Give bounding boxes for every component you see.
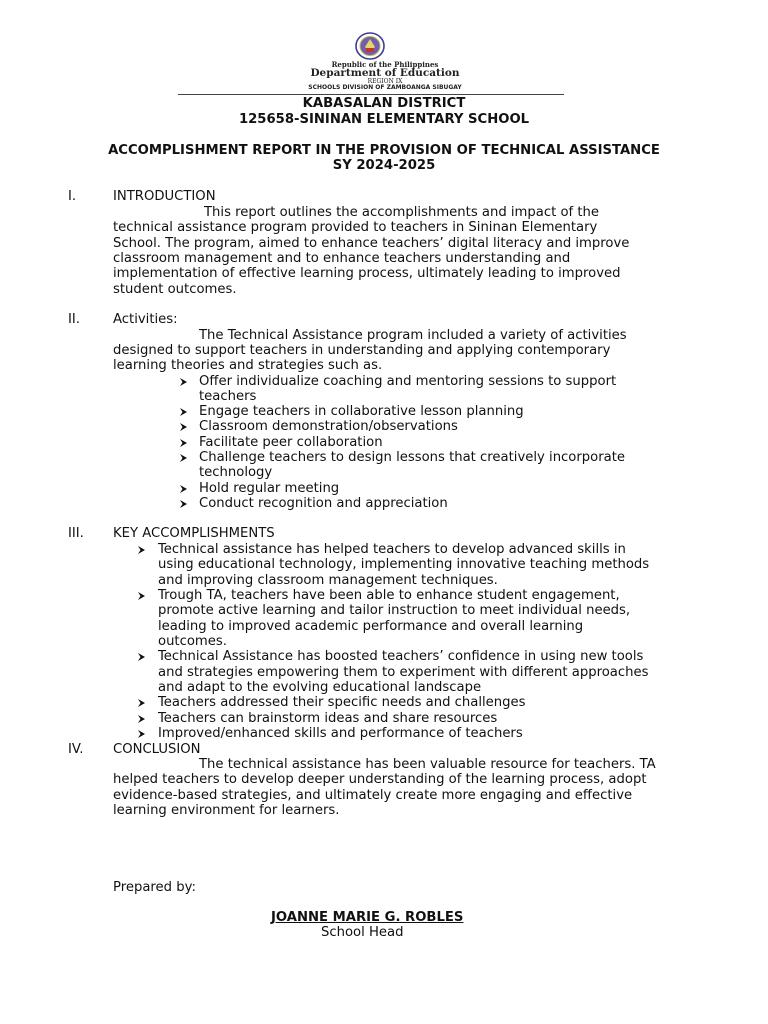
- header-divider: [178, 94, 564, 95]
- list-item: and improving classroom management techniques.: [158, 573, 498, 588]
- arrow-bullet-icon: [137, 714, 147, 724]
- list-item: Teachers can brainstorm ideas and share resources: [158, 711, 498, 726]
- section-number: III.: [68, 526, 84, 541]
- section-heading-conclusion: CONCLUSION: [113, 742, 201, 757]
- list-item: promote active learning and tailor instruction to meet individual needs,: [158, 603, 631, 618]
- paragraph-line: technical assistance program provided to teachers in Sininan Elementary: [113, 220, 598, 235]
- republic-heading: Republic of the Philippines: [331, 60, 439, 69]
- division-heading: SCHOOLS DIVISION OF ZAMBOANGA SIBUGAY: [308, 84, 462, 91]
- list-item: Challenge teachers to design lessons that creatively incorporate: [199, 450, 626, 465]
- list-item: using educational technology, implementing innovative teaching methods: [158, 557, 650, 572]
- arrow-bullet-icon: [179, 422, 189, 432]
- list-item: Offer individualize coaching and mentoring sessions to support: [199, 374, 617, 389]
- school-heading: 125658-SININAN ELEMENTARY SCHOOL: [238, 112, 530, 127]
- list-item: Conduct recognition and appreciation: [199, 496, 448, 511]
- list-item: leading to improved academic performance and overall learning: [158, 619, 584, 634]
- department-heading: Department of Education: [310, 67, 460, 79]
- paragraph-line: classroom management and to enhance teachers understanding and: [113, 251, 571, 266]
- region-heading: REGION IX: [367, 78, 403, 85]
- list-item: Technical Assistance has boosted teachers’ confidence in using new tools: [158, 649, 644, 664]
- arrow-bullet-icon: [137, 698, 147, 708]
- section-heading-key-accomplishments: KEY ACCOMPLISHMENTS: [113, 526, 275, 541]
- district-heading: KABASALAN DISTRICT: [302, 96, 466, 111]
- list-item: Technical assistance has helped teachers to develop advanced skills in: [158, 542, 626, 557]
- arrow-bullet-icon: [137, 591, 147, 601]
- paragraph-line: designed to support teachers in understanding and applying contemporary: [113, 343, 611, 358]
- arrow-bullet-icon: [179, 438, 189, 448]
- list-item: teachers: [199, 389, 257, 404]
- list-item: Facilitate peer collaboration: [199, 435, 383, 450]
- paragraph-line: This report outlines the accomplishments and impact of the: [204, 205, 600, 220]
- report-title: ACCOMPLISHMENT REPORT IN THE PROVISION OF TECHNICAL ASSISTANCE: [108, 143, 660, 158]
- school-year: SY 2024-2025: [332, 158, 436, 173]
- list-item: outcomes.: [158, 634, 227, 649]
- arrow-bullet-icon: [179, 377, 189, 387]
- paragraph-line: School. The program, aimed to enhance teachers’ digital literacy and improve: [113, 236, 630, 251]
- arrow-bullet-icon: [179, 484, 189, 494]
- paragraph-line: The technical assistance has been valuable resource for teachers. TA: [199, 757, 656, 772]
- arrow-bullet-icon: [137, 652, 147, 662]
- arrow-bullet-icon: [137, 729, 147, 739]
- list-item: Engage teachers in collaborative lesson planning: [199, 404, 524, 419]
- signatory-name: JOANNE MARIE G. ROBLES: [271, 910, 464, 925]
- arrow-bullet-icon: [179, 407, 189, 417]
- list-item: Improved/enhanced skills and performance of teachers: [158, 726, 523, 741]
- list-item: Teachers addressed their specific needs and challenges: [158, 695, 526, 710]
- section-number: IV.: [68, 742, 84, 757]
- deped-seal-logo: [350, 31, 390, 61]
- list-item: Trough TA, teachers have been able to enhance student engagement,: [158, 588, 620, 603]
- list-item: technology: [199, 465, 273, 480]
- paragraph-line: implementation of effective learning process, ultimately leading to improved: [113, 266, 621, 281]
- section-heading-activities: Activities:: [113, 312, 178, 327]
- section-number: I.: [68, 189, 77, 204]
- paragraph-line: evidence-based strategies, and ultimately create more engaging and effective: [113, 788, 633, 803]
- paragraph-line: student outcomes.: [113, 282, 237, 297]
- arrow-bullet-icon: [137, 545, 147, 555]
- paragraph-line: learning environment for learners.: [113, 803, 340, 818]
- list-item: Hold regular meeting: [199, 481, 340, 496]
- signatory-position: School Head: [321, 925, 404, 940]
- section-heading-introduction: INTRODUCTION: [113, 189, 216, 204]
- list-item: and strategies empowering them to experiment with different approaches: [158, 665, 649, 680]
- prepared-by-label: Prepared by:: [113, 880, 196, 895]
- arrow-bullet-icon: [179, 499, 189, 509]
- paragraph-line: helped teachers to develop deeper understanding of the learning process, adopt: [113, 772, 647, 787]
- section-number: II.: [68, 312, 80, 327]
- list-item: Classroom demonstration/observations: [199, 419, 458, 434]
- arrow-bullet-icon: [179, 453, 189, 463]
- paragraph-line: learning theories and strategies such as.: [113, 358, 383, 373]
- paragraph-line: The Technical Assistance program included a variety of activities: [199, 328, 627, 343]
- list-item: and adapt to the evolving educational landscape: [158, 680, 482, 695]
